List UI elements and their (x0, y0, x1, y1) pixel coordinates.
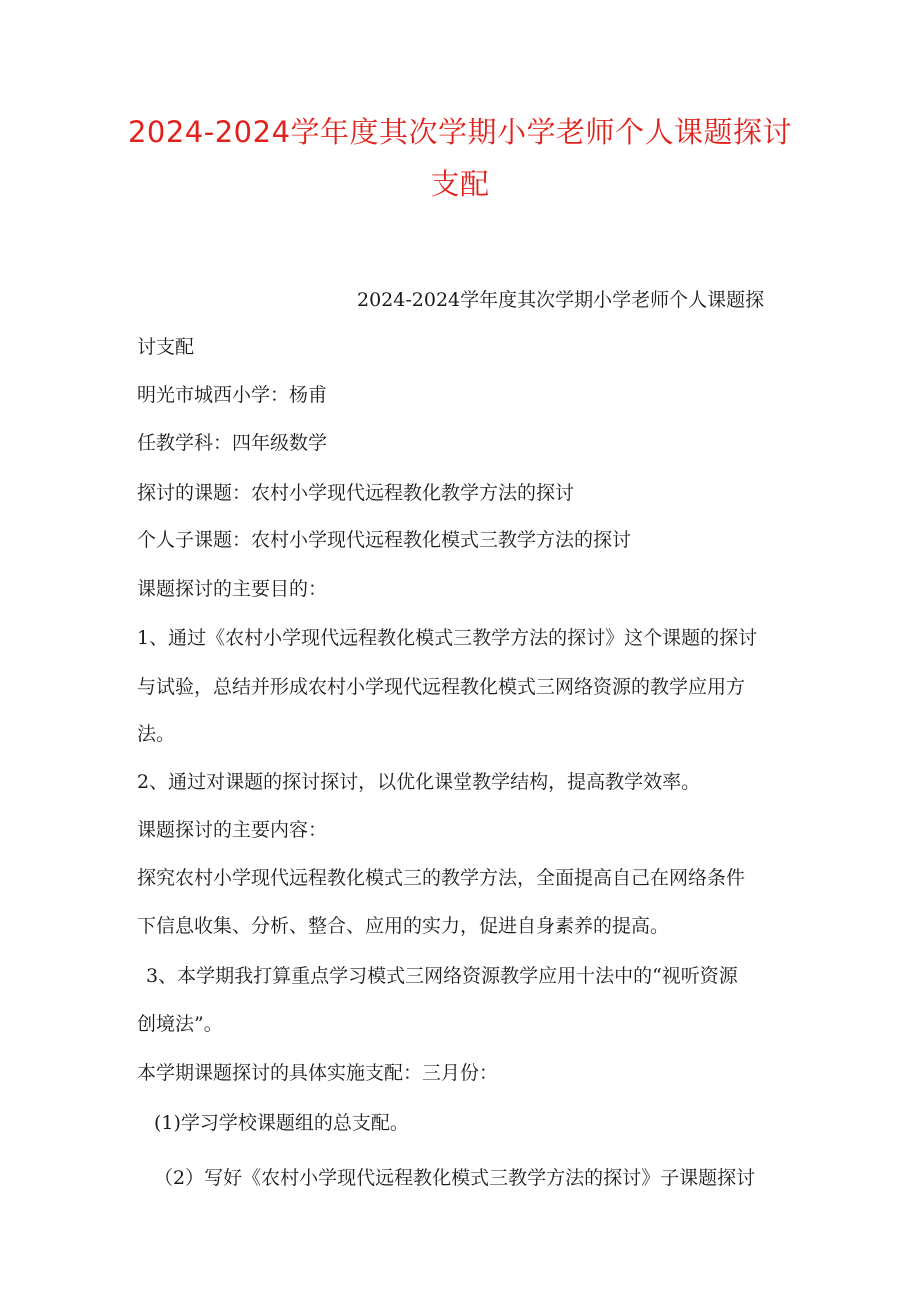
body-line-3: 明光市城西小学：杨甫 (137, 384, 328, 406)
body-line-4: 任教学科：四年级数学 (137, 432, 328, 454)
body-line-1: 2024-2024学年度其次学期小学老师个人课题探 (357, 289, 765, 311)
body-line-10: 法。 (137, 723, 176, 745)
body-line-17: 本学期课题探讨的具体实施支配：三月份： (137, 1062, 499, 1084)
body-line-7: 课题探讨的主要目的： (137, 578, 328, 600)
body-line-18: (1)学习学校课题组的总支配。 (154, 1112, 409, 1134)
body-line-9: 与试验，总结并形成农村小学现代远程教化模式三网络资源的教学应用方 (137, 676, 746, 698)
document-title-line-2: 支配 (430, 167, 490, 201)
body-line-6: 个人子课题：农村小学现代远程教化模式三教学方法的探讨 (137, 529, 632, 551)
body-line-8: 1、通过《农村小学现代远程教化模式三教学方法的探讨》这个课题的探讨 (137, 627, 758, 649)
body-line-15: 3、本学期我打算重点学习模式三网络资源教学应用十法中的“视听资源 (146, 965, 738, 987)
body-line-16: 创境法”。 (137, 1013, 223, 1035)
document-title-line-1: 2024-2024学年度其次学期小学老师个人课题探讨 (127, 115, 793, 149)
body-line-14: 下信息收集、分析、整合、应用的实力，促进自身素养的提高。 (137, 915, 670, 937)
body-line-12: 课题探讨的主要内容： (137, 819, 328, 841)
body-line-19: （2）写好《农村小学现代远程教化模式三教学方法的探讨》子课题探讨 (154, 1167, 756, 1189)
body-line-2: 讨支配 (137, 336, 195, 358)
body-line-5: 探讨的课题：农村小学现代远程教化教学方法的探讨 (137, 482, 575, 504)
body-line-11: 2、通过对课题的探讨探讨，以优化课堂教学结构，提高教学效率。 (137, 771, 701, 793)
body-line-13: 探究农村小学现代远程教化模式三的教学方法，全面提高自己在网络条件 (137, 867, 746, 889)
